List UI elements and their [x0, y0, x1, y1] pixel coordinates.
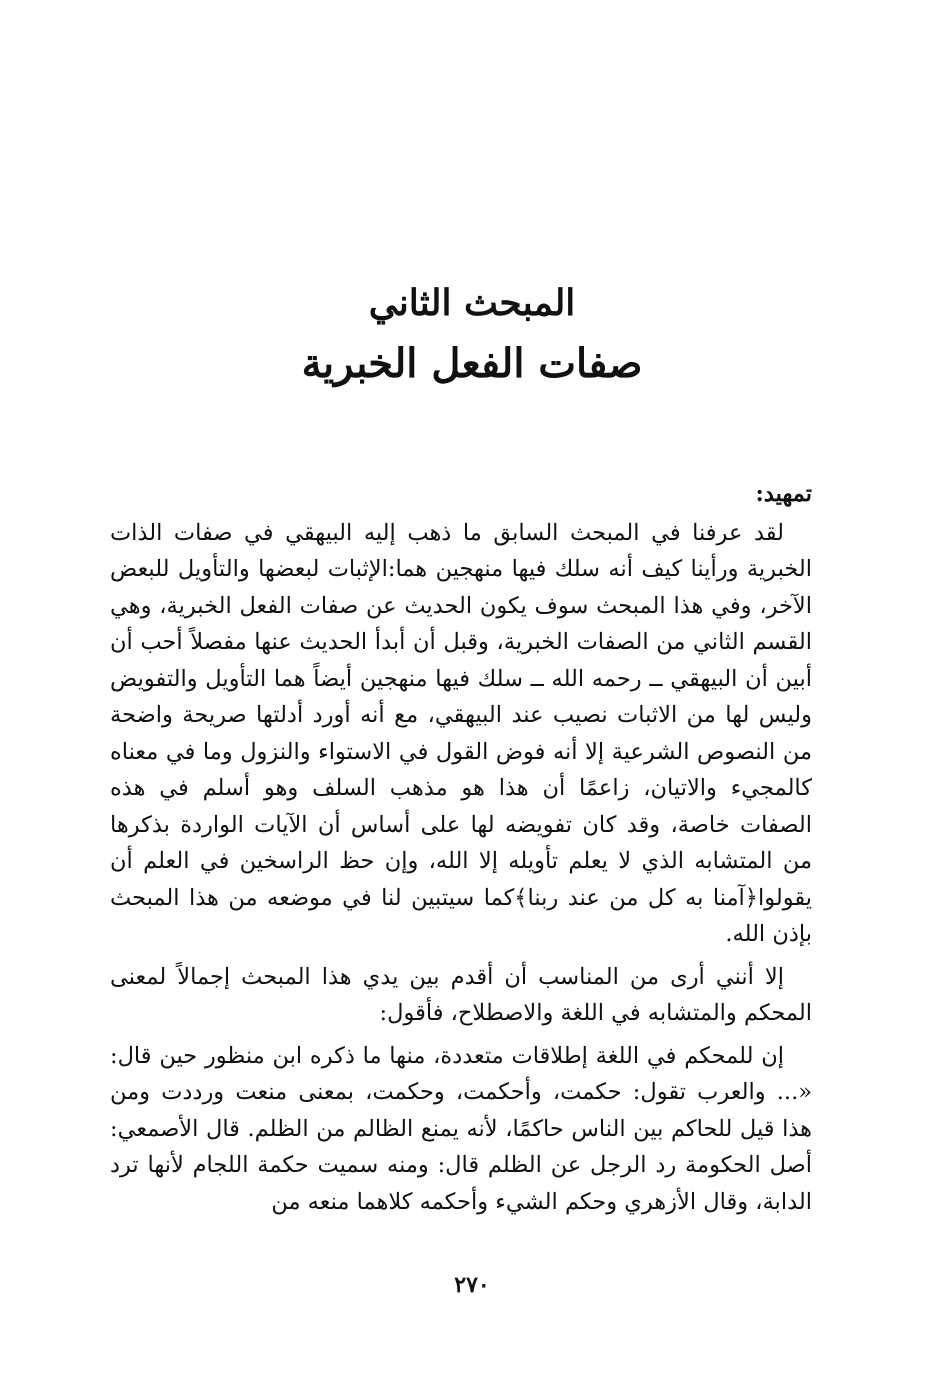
- body-text: [110, 476, 812, 1226]
- paragraph: إلا أنني أرى من المناسب أن أقدم بين يدي هذا المبحث إجمالاً لمعنى المحكم والمتشابه في اللغة والاصطلاح، فأقول:: [110, 963, 812, 1026]
- section-title-heading: صفات الفعل الخبرية: [301, 340, 643, 387]
- paragraph: إن للمحكم في اللغة إطلاقات متعددة، منها ما ذكره ابن منظور حين قال: «... والعرب تقول: حكمت، وأحكمت، وحكمت، بمعنى منعت ورددت ومن هذا قيل للحاكم بين الناس حاكمًا، لأنه يمنع الظالم من الظلم. قال الأصمعي: أصل الحكومة رد الرجل عن الظلم قال: ومنه سميت حكمة اللجام لأنها ترد الدابة، وقال الأزهري وحكم الشيء وأحكمه كلاهما منعه من: [110, 1042, 812, 1215]
- section-number-heading: المبحث الثاني: [368, 282, 576, 324]
- paragraph: لقد عرفنا في المبحث السابق ما ذهب إليه البيهقي في صفات الذات الخبرية ورأينا كيف أنه سلك فيها منهجين هما:الإثبات لبعضها والتأويل للبعض الآخر، وفي هذا المبحث سوف يكون الحديث عن صفات الفعل الخبرية، وهي القسم الثاني من الصفات الخبرية، وقبل أن أبدأ الحديث عنها مفصلاً أحب أن أبين أن البيهقي ــ رحمه الله ــ سلك فيها منهجين أيضاً هما التأويل والتفويض وليس لها من الاثبات نصيب عند البيهقي، مع أنه أورد أدلتها صريحة واضحة من النصوص الشرعية إلا أنه فوض القول في الاستواء والنزول وما في معناه كالمجيء والاتيان، زاعمًا أن هذا هو مذهب السلف وهو أسلم في هذه الصفات خاصة، وقد كان تفويضه لها على أساس أن الآيات الواردة بذكرها من المتشابه الذي لا يعلم تأويله إلا الله، وإن حظ الراسخين في العلم أن يقولوا﴿آمنا به كل من عند ربنا﴾كما سيتبين لنا في موضعه من هذا المبحث بإذن الله.: [110, 519, 812, 947]
- intro-label: تمهيد:: [755, 481, 812, 507]
- page-number: ٢٧٠: [454, 1272, 490, 1298]
